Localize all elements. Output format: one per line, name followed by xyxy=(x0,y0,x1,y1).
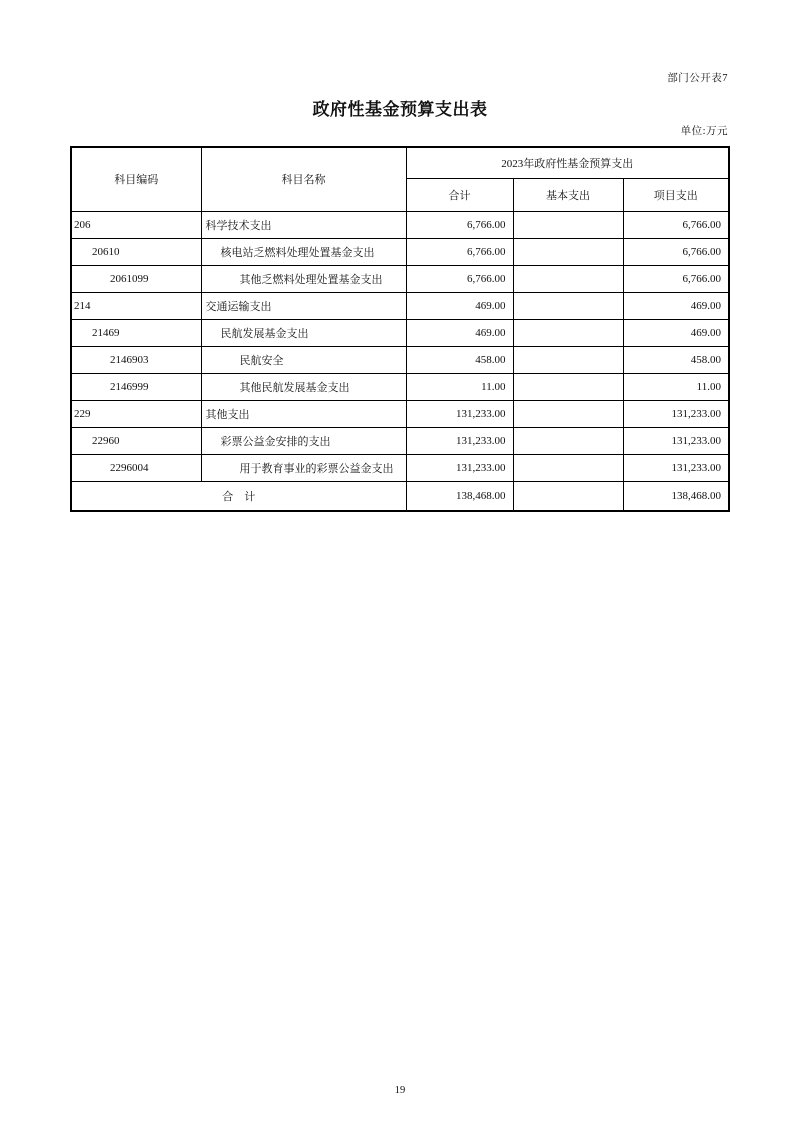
table-body xyxy=(71,211,729,511)
table-row xyxy=(71,319,729,346)
project-value-cell: 131,233.00 xyxy=(623,400,729,427)
project-value-cell: 11.00 xyxy=(623,373,729,400)
total-value-cell: 6,766.00 xyxy=(406,265,513,292)
basic-value-cell xyxy=(513,211,623,238)
basic-value-cell xyxy=(513,346,623,373)
project-value-cell: 6,766.00 xyxy=(623,265,729,292)
subject-code-cell: 229 xyxy=(71,400,201,427)
subject-name-cell: 科学技术支出 xyxy=(201,211,406,238)
budget-table xyxy=(70,146,730,512)
table-row xyxy=(71,211,729,238)
subject-code-cell: 21469 xyxy=(71,319,201,346)
page-title: 政府性基金预算支出表 xyxy=(312,100,488,119)
total-value-cell: 11.00 xyxy=(406,373,513,400)
subject-name-cell: 用于教育事业的彩票公益金支出 xyxy=(201,454,406,481)
basic-value-cell xyxy=(513,400,623,427)
grand-total-project-cell: 138,468.00 xyxy=(623,481,729,511)
subject-name-cell: 交通运输支出 xyxy=(201,292,406,319)
table-row xyxy=(71,292,729,319)
grand-total-label: 合 计 xyxy=(71,481,406,511)
subject-name-cell: 其他乏燃料处理处置基金支出 xyxy=(201,265,406,292)
subject-code-cell: 22960 xyxy=(71,427,201,454)
basic-value-cell xyxy=(513,373,623,400)
total-value-cell: 6,766.00 xyxy=(406,211,513,238)
basic-value-cell xyxy=(513,427,623,454)
grand-total-basic-cell xyxy=(513,481,623,511)
page-number: 19 xyxy=(394,1085,406,1096)
table-header xyxy=(71,147,729,211)
doc-label: 部门公开表7 xyxy=(667,73,728,84)
header-basic-expenditure: 基本支出 xyxy=(513,178,623,211)
subject-code-cell: 2146999 xyxy=(71,373,201,400)
subject-code-cell: 2296004 xyxy=(71,454,201,481)
header-subject-code: 科目编码 xyxy=(71,147,201,211)
basic-value-cell xyxy=(513,238,623,265)
total-value-cell: 6,766.00 xyxy=(406,238,513,265)
table-row xyxy=(71,346,729,373)
subject-code-cell: 206 xyxy=(71,211,201,238)
basic-value-cell xyxy=(513,319,623,346)
subject-code-cell: 2061099 xyxy=(71,265,201,292)
table-row xyxy=(71,427,729,454)
grand-total-row xyxy=(71,481,729,511)
total-value-cell: 131,233.00 xyxy=(406,400,513,427)
table-row xyxy=(71,373,729,400)
header-total: 合计 xyxy=(406,178,513,211)
header-subject-name: 科目名称 xyxy=(201,147,406,211)
total-value-cell: 469.00 xyxy=(406,319,513,346)
total-value-cell: 458.00 xyxy=(406,346,513,373)
subject-code-cell: 2146903 xyxy=(71,346,201,373)
subject-name-cell: 核电站乏燃料处理处置基金支出 xyxy=(201,238,406,265)
grand-total-value-cell: 138,468.00 xyxy=(406,481,513,511)
basic-value-cell xyxy=(513,292,623,319)
project-value-cell: 6,766.00 xyxy=(623,238,729,265)
project-value-cell: 458.00 xyxy=(623,346,729,373)
project-value-cell: 131,233.00 xyxy=(623,427,729,454)
subject-name-cell: 民航安全 xyxy=(201,346,406,373)
subject-name-cell: 其他支出 xyxy=(201,400,406,427)
total-value-cell: 469.00 xyxy=(406,292,513,319)
subject-code-cell: 20610 xyxy=(71,238,201,265)
project-value-cell: 469.00 xyxy=(623,292,729,319)
total-value-cell: 131,233.00 xyxy=(406,427,513,454)
header-budget-group: 2023年政府性基金预算支出 xyxy=(406,147,729,178)
total-value-cell: 131,233.00 xyxy=(406,454,513,481)
subject-name-cell: 民航发展基金支出 xyxy=(201,319,406,346)
project-value-cell: 131,233.00 xyxy=(623,454,729,481)
basic-value-cell xyxy=(513,265,623,292)
unit-label: 单位:万元 xyxy=(680,126,728,137)
table-row xyxy=(71,238,729,265)
header-project-expenditure: 项目支出 xyxy=(623,178,729,211)
basic-value-cell xyxy=(513,454,623,481)
table-row xyxy=(71,400,729,427)
table-row xyxy=(71,265,729,292)
project-value-cell: 469.00 xyxy=(623,319,729,346)
subject-code-cell: 214 xyxy=(71,292,201,319)
subject-name-cell: 彩票公益金安排的支出 xyxy=(201,427,406,454)
subject-name-cell: 其他民航发展基金支出 xyxy=(201,373,406,400)
project-value-cell: 6,766.00 xyxy=(623,211,729,238)
table-row xyxy=(71,454,729,481)
